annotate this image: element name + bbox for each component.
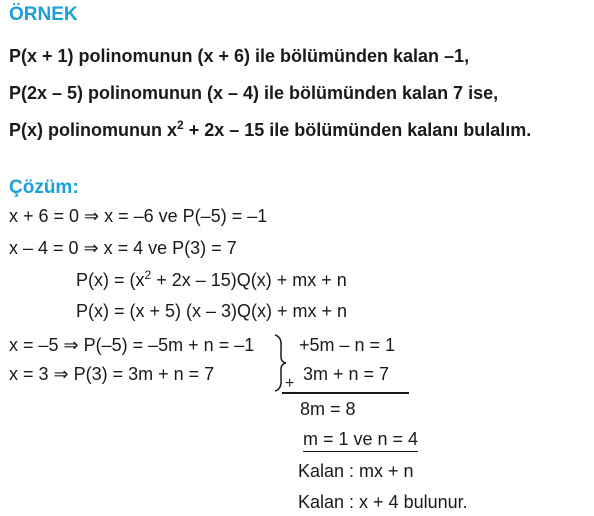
sum-result: 8m = 8 (300, 399, 356, 419)
system-left-1: x = –5 ⇒ P(–5) = –5m + n = –1 (9, 335, 255, 355)
example-heading: ÖRNEK (9, 4, 78, 25)
equation-2: P(x) = (x + 5) (x – 3)Q(x) + mx + n (76, 301, 348, 321)
step-1: x + 6 = 0 ⇒ x = –6 ve P(–5) = –1 (9, 206, 268, 226)
equation-1-text: P(x) = (x (76, 270, 145, 290)
equation-1-rest: + 2x – 15)Q(x) + mx + n (151, 270, 347, 290)
step-2: x – 4 = 0 ⇒ x = 4 ve P(3) = 7 (9, 238, 237, 258)
remainder-form: Kalan : mx + n (298, 461, 414, 481)
plus-sign: + (285, 375, 295, 392)
system-right-1: +5m – n = 1 (299, 335, 396, 355)
system-right-2: 3m + n = 7 (303, 364, 390, 384)
addition-line (282, 392, 409, 394)
problem-line-1: P(x + 1) polinomunun (x + 6) ile bölümünden kalan –1, (9, 46, 470, 66)
problem-line-3 (9, 120, 531, 141)
solution-heading: Çözüm: (9, 177, 79, 198)
mn-values: m = 1 ve n = 4 (303, 429, 418, 452)
exponent: 2 (177, 118, 184, 132)
system-left-2: x = 3 ⇒ P(3) = 3m + n = 7 (9, 364, 215, 384)
problem-line-3-rest: + 2x – 15 ile bölümünden kalanı bulalım. (183, 120, 532, 140)
exponent: 2 (144, 268, 152, 282)
final-result: Kalan : x + 4 bulunur. (298, 492, 468, 512)
problem-line-3-text: P(x) polinomunun x (9, 120, 177, 140)
equation-1 (76, 270, 347, 291)
problem-line-2: P(2x – 5) polinomunun (x – 4) ile bölümünden kalan 7 ise, (9, 83, 499, 103)
